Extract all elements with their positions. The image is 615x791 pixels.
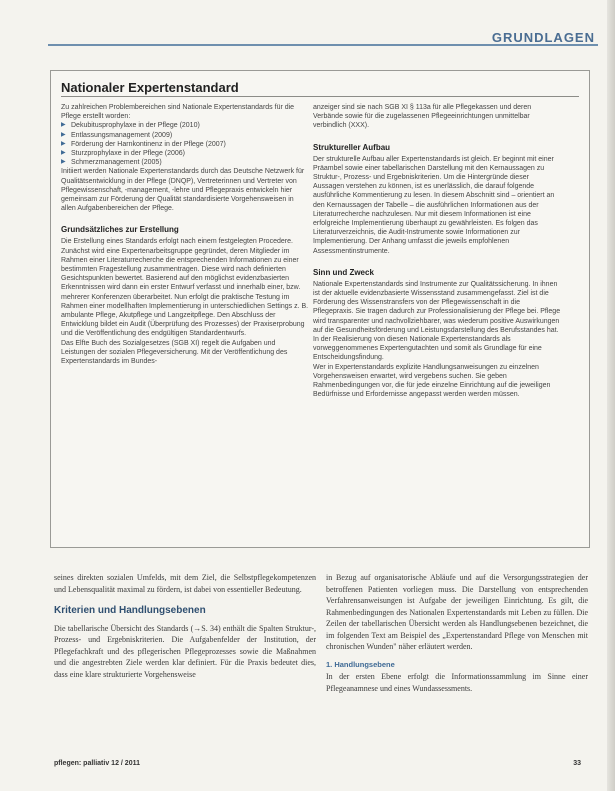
heading-purpose: Sinn und Zweck bbox=[313, 267, 374, 277]
list-item: ▶ Entlassungsmanagement (2009) bbox=[61, 131, 309, 140]
page-edge bbox=[607, 0, 615, 791]
list-item: ▶ Dekubitusprophylaxe in der Pflege (2010) bbox=[61, 121, 309, 130]
list-item: ▶ Schmerzmanagement (2005) bbox=[61, 158, 309, 167]
body-right-paragraph: in Bezug auf organisatorische Abläufe und auf die Versorgungsstrategien der betroffenen Patienten vorliegen muss. Die Darstellung von entsprechenden Verfahrensanweisungen ist Aufgabe der jeweiligen Einrichtung. Es gilt, die Rahmenbedingungen des Nationalen Expertenstandards mit Leben zu füllen. Die Zeilen der tabellarischen Übersicht werden als Handlungsebenen bezeichnet, die im folgenden Text am Beispiel des „Expertenstandard Pflege von Menschen mit chronischen Wunden" näher erläutert werden. bbox=[326, 573, 588, 651]
body-left-column bbox=[54, 572, 316, 680]
box-after-list: Initiiert werden Nationale Expertenstandards durch das Deutsche Netzwerk für Qualitätsentwicklung in der Pflege (DNQP), Vertreterinnen und Vertreter von Pflegewissenschaft, -management, -lehre und Pflegepraxis entwickeln hier gemeinsam zur Förderung der Qualität standardisierte Vorgehensweisen in allen Aufgabenbereichen der Pflege. bbox=[61, 168, 305, 213]
box-title: Nationaler Expertenstandard bbox=[61, 80, 239, 95]
heading-criteria: Kriterien und Handlungsebenen bbox=[54, 605, 206, 616]
creation-text: Die Erstellung eines Standards erfolgt nach einem festgelegten Procedere. Zunächst wird eine Expertenarbeitsgruppe gegründet, deren Mitglieder im Rahmen einer Literaturrecherche die entsprechenden Informationen zu einer bestimmten Fragestellung zusammentragen. Diese wird nach definierten Gesichtspunkten bewertet. Basierend auf den möglichst evidenzbasierten Erkenntnissen wird dann ein erster Entwurf verfasst und innerhalb einer, bzw. mehrerer Konferenzen überarbeitet. Nun erfolgt die praktische Testung im Rahmen einer modellhaften Implementierung in unterschiedlichen Settings z. B. ambulante Pflege, Akutpflege und Langzeitpflege. Den Abschluss der Entwicklung bildet ein Audit (Überprüfung des Prozesses) der Praxiserprobung und die Veröffentlichung des endgültigen Standardentwurfs. bbox=[61, 238, 309, 338]
list-item: ▶ Sturzprophylaxe in der Pflege (2006) bbox=[61, 149, 309, 158]
box-continuation: anzeiger sind sie nach SGB XI § 113a für alle Pflegekassen und deren Verbände sowie für die zugelassenen Pflegeeinrichtungen unmittelbar verbindlich (XXX). bbox=[313, 104, 532, 130]
section-title: GRUNDLAGEN bbox=[491, 30, 595, 45]
body-intro: seines direkten sozialen Umfelds, mit dem Ziel, die Selbstpflegekompetenzen und Lebensqualität maximal zu fördern, ist dabei von essentieller Bedeutung. bbox=[54, 573, 316, 594]
purpose-text-3: Wer in Expertenstandards explizite Handlungsanweisungen zu einzelnen Vorgehensweisen erwartet, wird vergebens suchen. Sie geben Rahmenbedingungen vor, die für jede einzelne Einrichtung auf die jeweiligen Bedürfnisse und Erfordernisse angepasst werden werden müssen. bbox=[313, 363, 551, 399]
criteria-text: Die tabellarische Übersicht des Standards (→S. 34) enthält die Spalten Struktur-, Prozess- und Ergebniskriterien. Die Aufgabenfelder der Institution, der Pflegefachkraft und des pflegerischen Pflegeprozesses sowie die Maßnahmen und die angestrebten Ziele werden klar definiert. Für die Praxis bedeutet dies, dass eine klare strukturierte Vorgehensweise bbox=[54, 623, 316, 679]
standards-list bbox=[61, 121, 309, 167]
heading-creation: Grundsätzliches zur Erstellung bbox=[61, 225, 179, 235]
list-item: ▶ Förderung der Harnkontinenz in der Pflege (2007) bbox=[61, 140, 309, 149]
footer-magazine: pflegen: palliativ 12 / 2011 bbox=[54, 760, 140, 767]
box-right-column bbox=[313, 103, 561, 399]
info-box bbox=[50, 70, 590, 548]
heading-level-1: 1. Handlungsebene bbox=[326, 659, 395, 669]
footer-page-number: 33 bbox=[573, 760, 581, 767]
box-divider bbox=[61, 96, 579, 97]
legal-text: Das Elfte Buch des Sozialgesetzes (SGB XI) regelt die Aufgaben und Leistungen der sozialen Pflegeversicherung. Mit der Veröffentlichung des Expertenstandards im Bundes- bbox=[61, 339, 288, 366]
box-intro: Zu zahlreichen Problembereichen sind Nationale Expertenstandards für die Pflege erstellt worden: bbox=[61, 104, 295, 121]
heading-structure: Struktureller Aufbau bbox=[313, 142, 391, 152]
purpose-text-2: In der Realisierung von diesen Nationale Expertenstandards als vorweggenommenes Expertengutachten und somit als Grundlage für eine Entscheidungsfindung. bbox=[313, 336, 542, 362]
box-left-column bbox=[61, 103, 309, 366]
body-right-end: In der ersten Ebene erfolgt die Informationssammlung im Sinne einer Pflegeanamnese und eines Wundassessments. bbox=[326, 672, 588, 693]
structure-text: Der strukturelle Aufbau aller Expertenstandards ist gleich. Er beginnt mit einer Präambel sowie einer tabellarischen Darstellung mit den Kernaussagen zu Struktur-, Prozess- und Ergebniskriterien. Um die Hintergründe dieser Aussagen verstehen zu können, ist es unerlässlich, die darauf folgende ausführliche Kommentierung zu lesen. In diesem Abschnitt sind – orientiert an den Kernaussagen der Tabelle – die ausführlichen Informationen aus der Literaturrecherche nachzulesen. Nur mit diesem Informationen ist eine erfolgreiche Implementierung überhaupt zu gewährleisten. Es folgen das Literaturverzeichnis, die Audit-Instrumente sowie Informationen zur Implementierung. Der Anhang umfasst die jeweils empfohlenen Assessmentinstrumente. bbox=[313, 155, 555, 255]
purpose-text: Nationale Expertenstandards sind Instrumente zur Qualitätssicherung. In ihnen ist der aktuelle evidenzbasierte Wissensstand zusammengefasst. Ziel ist die Förderung des Wissenstransfers von der Pflegewissenschaft in die Pflegepraxis. Sie tragen dadurch zur Professionalisierung der Pflege bei. Pflege wird transparenter und nachvollziehbarer, was wiederum positive Auswirkungen auf die Gesundheitsförderung und Leistungsdarstellung des Berufsstandes hat. bbox=[313, 280, 561, 334]
body-right-column bbox=[326, 572, 588, 694]
